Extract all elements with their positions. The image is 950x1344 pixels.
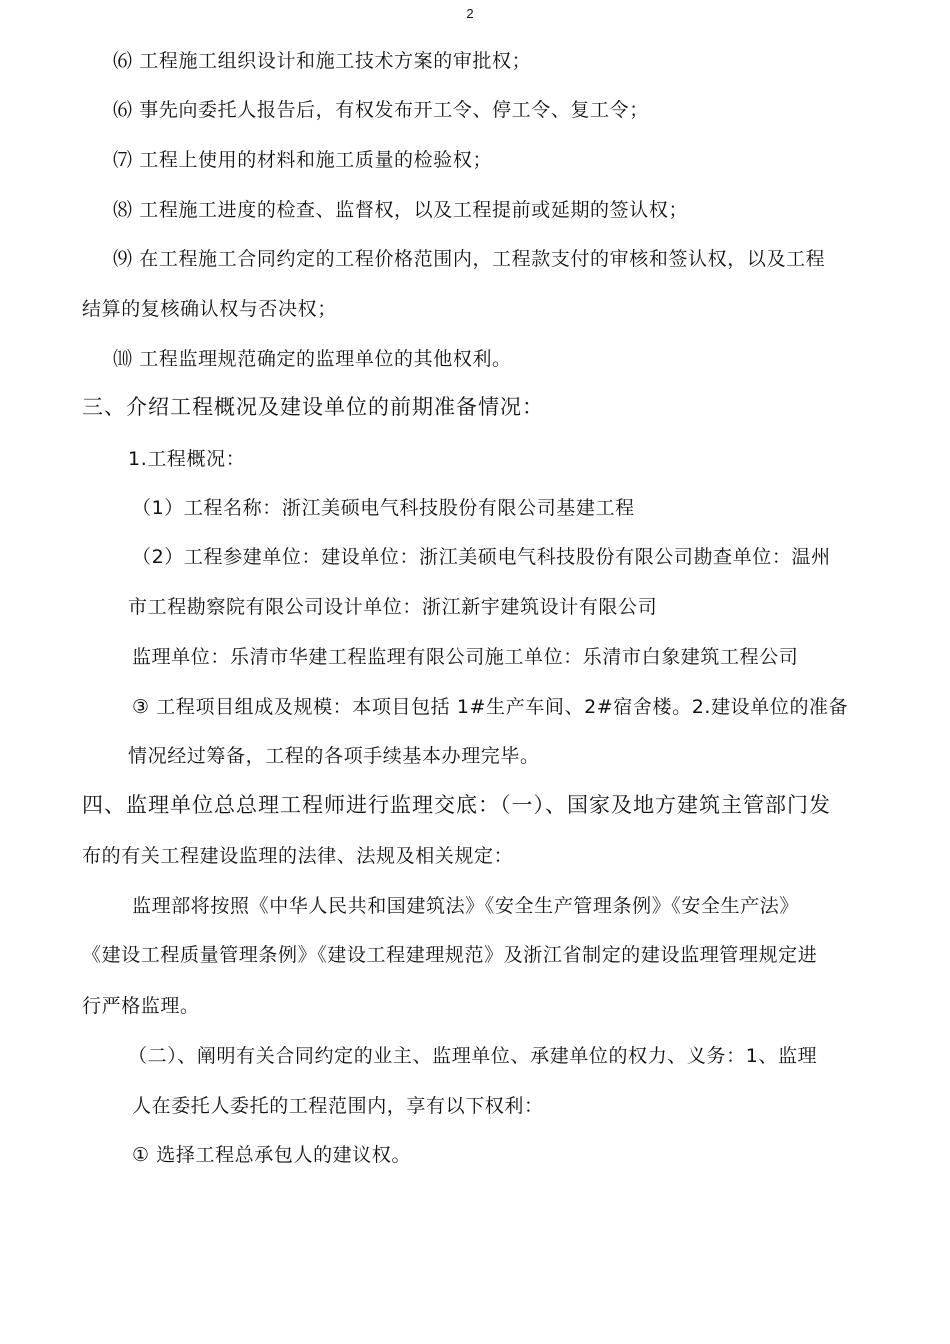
text-line: ⑹ 事先向委托人报告后，有权发布开工令、停工令、复工令；	[113, 99, 649, 121]
text-line: ⑹ 工程施工组织设计和施工技术方案的审批权；	[113, 50, 532, 72]
text-line: 情况经过筹备，工程的各项手续基本办理完毕。	[128, 745, 540, 767]
text-line: 人在委托人委托的工程范围内，享有以下权利：	[132, 1095, 544, 1117]
text-line: 布的有关工程建设监理的法律、法规及相关规定：	[82, 845, 514, 867]
text-line: ① 选择工程总承包人的建议权。	[132, 1144, 412, 1166]
text-line: ③ 工程项目组成及规模：本项目包括 1#生产车间、2#宿舍楼。2.建设单位的准备	[132, 696, 849, 718]
text-line: ⑼ 在工程施工合同约定的工程价格范围内，工程款支付的审核和签认权，以及工程	[113, 248, 826, 270]
text-line: 市工程勘察院有限公司设计单位：浙江新宇建筑设计有限公司	[128, 596, 658, 618]
text-line: 监理单位：乐清市华建工程监理有限公司施工单位：乐清市白象建筑工程公司	[132, 646, 799, 668]
text-line: （二）、阐明有关合同约定的业主、监理单位、承建单位的权力、义务：1、监理	[128, 1045, 818, 1067]
text-line: ⑽ 工程监理规范确定的监理单位的其他权利。	[113, 348, 512, 370]
text-line: ⑺ 工程上使用的材料和施工质量的检验权；	[113, 149, 493, 171]
text-line: 监理部将按照《中华人民共和国建筑法》《安全生产管理条例》《安全生产法》	[132, 895, 800, 917]
section-heading: 四、监理单位总总理工程师进行监理交底：（一）、国家及地方建筑主管部门发	[82, 793, 831, 817]
page-number: 2	[466, 6, 474, 21]
section-heading: 三、介绍工程概况及建设单位的前期准备情况：	[82, 395, 544, 419]
text-line: 《建设工程质量管理条例》《建设工程建理规范》及浙江省制定的建设监理管理规定进	[82, 944, 818, 966]
text-line: 1.工程概况：	[128, 448, 246, 470]
text-line: ⑻ 工程施工进度的检查、监督权，以及工程提前或延期的签认权；	[113, 199, 689, 221]
text-line: 结算的复核确认权与否决权；	[82, 298, 337, 320]
text-line: 行严格监理。	[82, 995, 200, 1017]
text-line: （1）工程名称：浙江美硕电气科技股份有限公司基建工程	[132, 497, 635, 519]
text-line: （2）工程参建单位：建设单位：浙江美硕电气科技股份有限公司勘查单位：温州	[132, 546, 831, 568]
